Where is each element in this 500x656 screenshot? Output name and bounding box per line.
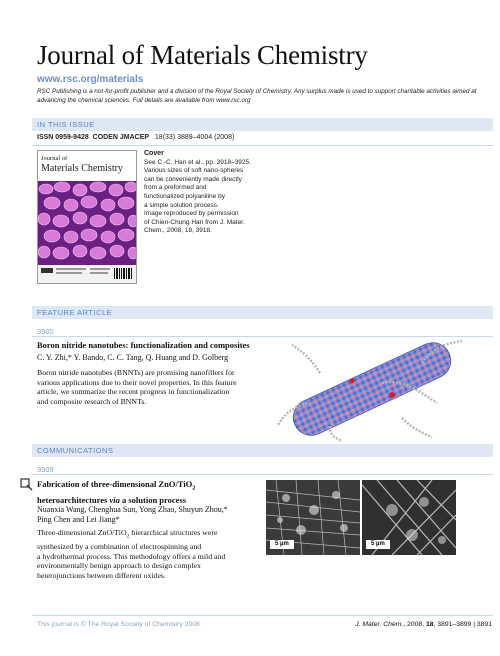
feature-article-label: FEATURE ARTICLE xyxy=(37,308,113,317)
cover-line: a simple solution process. xyxy=(144,201,219,209)
journal-url-link[interactable]: www.rsc.org/materials xyxy=(37,74,144,85)
cover-journal-line2: Materials Chemistry xyxy=(41,163,123,174)
cover-line: functionalized polyaniline by xyxy=(144,192,225,200)
cover-journal-line1: Journal of xyxy=(41,155,68,162)
cover-line: Chem., 2008, 18, 3918. xyxy=(144,227,212,235)
issn-divider xyxy=(32,145,493,146)
cover-footer-strip xyxy=(38,265,136,283)
cover-line: from a preformed and xyxy=(144,184,207,192)
communication-page-number[interactable]: 3909 xyxy=(37,465,54,474)
title-subscript: 2 xyxy=(192,485,196,492)
rsc-publisher-note: RSC Publishing is a not-for-profit publisher and a division of the Royal Society of Chemistry. Any surplus made is used to support charitable activities aimed at advancing the chemical sciences. Full details are available from www.rsc.org xyxy=(37,88,477,104)
feature-article-title[interactable]: Boron nitride nanotubes: functionalization and composites xyxy=(37,340,250,350)
in-this-issue-label: IN THIS ISSUE xyxy=(37,120,95,129)
in-this-issue-bar xyxy=(32,118,493,131)
communications-bar xyxy=(32,444,493,457)
abstract-line: article, we summarize the recent progress in functionalization xyxy=(37,387,230,397)
journal-title: Journal of Materials Chemistry xyxy=(37,40,368,70)
cover-masthead xyxy=(38,151,136,181)
scale-bar-left: 5 µm xyxy=(270,540,294,549)
communication-title[interactable] xyxy=(37,479,267,506)
coden: CODEN JMACEP xyxy=(92,134,150,141)
abstract-line: heterojunctions between different oxides. xyxy=(37,570,166,580)
issn-line xyxy=(37,134,234,141)
title-line1: Fabrication of three-dimensional ZnO/TiO xyxy=(37,479,193,489)
footer-citation xyxy=(355,621,492,628)
title-line2a: heteroarchitectures xyxy=(37,494,110,505)
footer-volume: 18 xyxy=(425,621,434,628)
issn-number: ISSN 0959-9428 xyxy=(37,134,89,141)
title-line2b: via xyxy=(109,494,120,505)
bnnt-nanotube-graphic xyxy=(272,333,472,445)
authors-line: Ping Chen and Lei Jiang* xyxy=(37,515,120,524)
abstract-line: Three-dimensional ZnO/TiO xyxy=(37,528,127,537)
abstract-line: hierarchical structures were xyxy=(129,528,218,537)
cover-heading: Cover xyxy=(144,150,164,157)
sem-image-right xyxy=(362,480,456,555)
authors-line: Nuanxia Wang, Chenghua Sun, Yong Zhao, Shuyun Zhou,* xyxy=(37,505,228,514)
feature-page-number[interactable]: 3900 xyxy=(37,327,54,336)
abstract-line: and composite research of BNNTs. xyxy=(37,396,147,406)
feature-article-abstract xyxy=(37,368,277,406)
cover-description xyxy=(144,150,254,236)
volume-info: 18(33) 3889–4004 (2008) xyxy=(154,134,235,141)
cover-line: See C.-C. Han et al., pp. 3918–3925. xyxy=(144,158,251,166)
footer-pages: , 3891–3899 | 3891 xyxy=(433,621,492,628)
abstract-line: Boron nitride nanotubes (BNNTs) are promising nanofillers for xyxy=(37,368,235,377)
communication-marker-icon xyxy=(20,478,33,491)
cover-line: Image reproduced by permission xyxy=(144,210,239,218)
feature-article-authors: C. Y. Zhi,* Y. Bando, C. C. Tang, Q. Huang and D. Golberg xyxy=(37,353,229,362)
abstract-line: various applications due to their novel properties. In this feature xyxy=(37,377,237,387)
feature-article-bar xyxy=(32,306,493,319)
footer-copyright: This journal is © The Royal Society of Chemistry 2008 xyxy=(37,621,200,628)
communications-divider xyxy=(32,474,493,475)
cover-image[interactable] xyxy=(37,150,137,284)
abstract-line: synthesized by a combination of electrospinning and xyxy=(37,542,202,552)
title-line2c: a solution process xyxy=(119,494,187,505)
cover-footer-graphics xyxy=(38,265,136,283)
cover-line: Various sizes of soft nano-spheres xyxy=(144,167,244,175)
communication-authors xyxy=(37,505,228,525)
abstract-subscript: 2 xyxy=(126,533,130,540)
abstract-line: a hydrothermal process. This methodology offers a mild and xyxy=(37,551,226,561)
abstract-line: environmentally benign approach to design complex xyxy=(37,561,201,571)
communications-label: COMMUNICATIONS xyxy=(37,446,114,455)
scale-bar-right: 5 µm xyxy=(366,540,390,549)
cover-nanospheres-illustration xyxy=(38,181,136,265)
footer-journal-abbrev: J. Mater. Chem. xyxy=(355,621,404,628)
footer-divider xyxy=(32,615,493,616)
communication-abstract xyxy=(37,528,277,581)
cover-line: of Chien-Chung Han from J. Mater. xyxy=(144,218,245,226)
footer-year: , 2008, xyxy=(403,621,426,628)
sem-image-left xyxy=(266,480,360,555)
cover-line: can be conveniently made directly xyxy=(144,175,242,183)
